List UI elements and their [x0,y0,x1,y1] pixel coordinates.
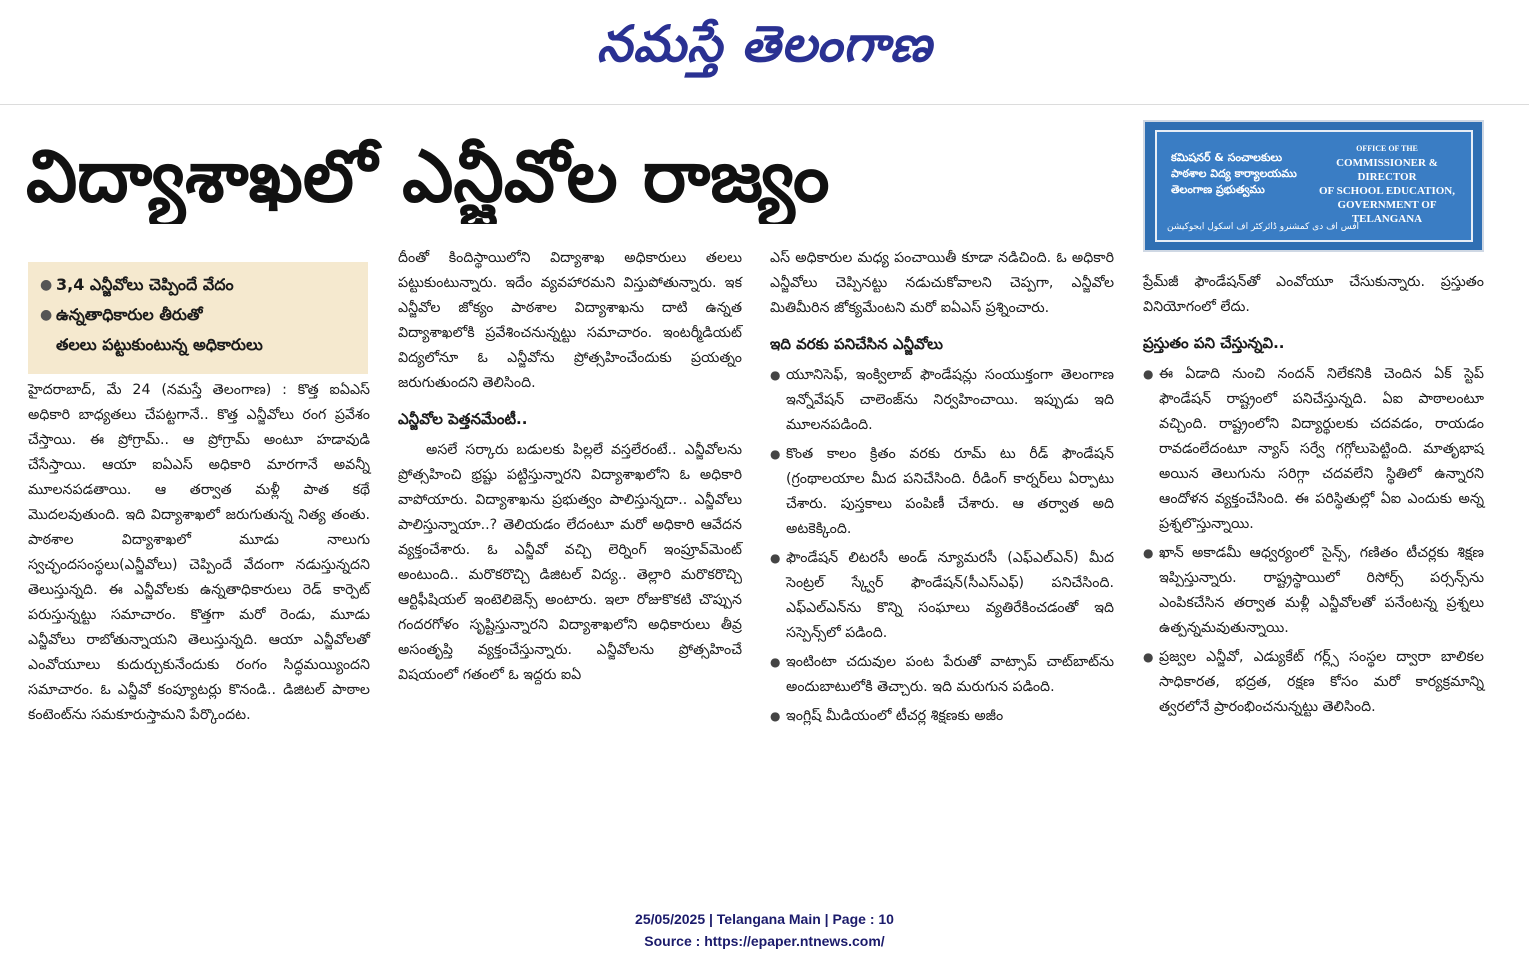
newspaper-masthead: నమస్తే తెలంగాణ [596,14,933,73]
highlight-text: ఉన్నతాధికారుల తీరుతో [56,305,203,324]
list-item [770,363,1114,438]
article-paragraph: ప్రేమ్‌జీ ఫౌండేషన్‌తో ఎంవోయూ చేసుకున్నారు. ప్రస్తుతం వినియోగంలో లేదు. [1143,274,1484,315]
list-item [1143,362,1484,537]
list-item-text: కొంత కాలం క్రితం వరకు రూమ్ టు రీడ్ ఫౌండేషన్ (గ్రంథాలయాల మీద పనిచేసింది. రీడింగ్ కార్నర్‌లు ఏర్పాటు చేశారు. పుస్తకాలు పంపిణీ చేశారు. ఆ తర్వాత అది అటకెక్కింది. [786,446,1114,537]
list-item [770,704,1114,729]
article-column-2 [398,246,742,688]
bullet-icon: ● [1143,650,1154,664]
article-photo [1143,120,1484,252]
highlight-item [40,270,356,300]
bullet-icon: ● [1143,546,1154,560]
signboard-english-text [1307,142,1467,226]
bullet-icon: ● [770,709,781,723]
list-item-text: యూనిసెఫ్, ఇంక్విలాబ్ ఫౌండేషన్లు సంయుక్తంగా తెలంగాణ ఇన్నోవేషన్ చాలెంజ్‌ను నిర్వహించాయి. ఇప్పుడు ఇది మూలనపడింది. [786,367,1114,433]
section-subheading: ప్రస్తుతం పని చేస్తున్నవి.. [1143,334,1285,352]
list-item-text: ఇంటింటా చదువుల పంట పేరుతో వాట్సాప్ చాట్‌బాట్‌ను అందుబాటులోకి తెచ్చారు. ఇది మరుగున పడింది. [786,654,1114,695]
list-item [770,650,1114,700]
article-paragraph: దీంతో కిందిస్థాయిలోని విద్యాశాఖ అధికారులు తలలు పట్టుకుంటున్నారు. ఇదేం వ్యవహారమని విస్తుపోతున్నారు. ఇక ఎన్జీవోల జోక్యం పాఠశాల విద్యాశాఖను దాటి ఉన్నత విద్యాశాఖలోకి ప్రవేశించనున్నట్టు సమాచారం. ఇంటర్మీడియట్ విద్యలోనూ ఓ ఎన్జీవోను ప్రోత్సహించేందుకు ప్రయత్నం జరుగుతుందని తెలిసింది. [398,250,742,391]
article-headline: విద్యాశాఖలో ఎన్జీవోల రాజ్యం [26,134,830,218]
signboard-telugu-line: తెలంగాణ ప్రభుత్వము [1171,183,1265,196]
article-column-3 [770,246,1114,733]
article-paragraph: అసలే సర్కారు బడులకు పిల్లలే వస్తలేరంటే.. ఎన్జీవోలను ప్రోత్సహించి భ్రష్టు పట్టిస్తున్నారని విద్యాశాఖలోని ఓ అధికారి వాపోయారు. విద్యాశాఖను ప్రభుత్వం పాలిస్తున్నదా.. ఎన్జీవోలు పాలిస్తున్నాయా..? తెలియడం లేదంటూ మరో అధికారి ఆవేదన వ్యక్తంచేశారు. ఓ ఎన్జీవో వచ్చి లెర్నింగ్ ఇంప్రూవ్‌మెంట్ అంటుంది.. మరొకరొచ్చి డిజిటల్ విద్య.. తెల్లారి మరొకరొచ్చి ఆర్టిఫీషియల్ ఇంటెలిజెన్స్ అంటారు. ఇలా రోజుకొకటి చొప్పున గందరగోళం సృష్టిస్తున్నారని విద్యాశాఖలోని అధికారులు తీవ్ర అసంతృప్తి వ్యక్తంచేస్తున్నారు. ఎన్జీవోలను ప్రోత్సహించే విషయంలో గతంలో ఓ ఇద్దరు ఐఏ [398,442,742,683]
list-item [770,442,1114,542]
signboard [1155,130,1473,242]
list-item [770,546,1114,646]
list-item-text: ఇంగ్లిష్ మీడియంలో టీచర్ల శిక్షణకు అజీం [786,708,1004,724]
article-column-1 [28,378,370,728]
list-item-text: ఖాన్ అకాడమీ ఆధ్వర్యంలో సైన్స్, గణితం టీచర్లకు శిక్షణ ఇప్పిస్తున్నారు. రాష్ట్రస్థాయిలో రిసోర్స్ పర్సన్స్‌ను ఎంపికచేసిన తర్వాత మళ్లీ ఎన్జీవోలతో పనేంటన్న ప్రశ్నలు ఉత్పన్నమవుతున్నాయి. [1159,545,1484,636]
article-paragraph: హైదరాబాద్, మే 24 (నమస్తే తెలంగాణ) : కొత్త ఐఏఎస్ అధికారి బాధ్యతలు చేపట్టగానే.. కొత్త ఎన్జీవోలు రంగ ప్రవేశం చేస్తాయి. ఈ ప్రోగ్రామ్.. ఆ ప్రోగ్రామ్ అంటూ హడావుడి చేసేస్తాయి. ఆయా ఐఏఎస్ అధికారి మారగానే అవన్నీ మూలనపడతాయి. ఆ తర్వాత మళ్లీ పాత కథే మొదలవుతుంది. ఇది విద్యాశాఖలో జరుగుతున్న నిత్య తంతు. పాఠశాల విద్యాశాఖలో మూడు నాలుగు స్వచ్ఛందసంస్థలు(ఎన్జీవోలు) చెప్పిందే వేదంగా నడుస్తున్నదని తెలుస్తున్నది. ఈ ఎన్జీవోలకు ఉన్నతాధికారులు రెడ్ కార్పెట్ పరుస్తున్నట్టు సమాచారం. కొత్తగా మరో రెండు, మూడు ఎన్జీవోలు రాబోతున్నాయని తెలుస్తున్నది. ఆయా ఎన్జీవోలతో ఎంవోయూలు కుదుర్చుకునేందుకు రంగం సిద్ధమయ్యిందని సమాచారం. ఓ ఎన్జీవో కంప్యూటర్లు కొనండి.. డిజిటల్ పాఠాల కంటెంట్‌ను సమకూరుస్తామని పేర్కొందట. [28,382,370,723]
section-subheading: ఇది వరకు పనిచేసిన ఎన్జీవోలు [770,335,943,353]
signboard-telugu-line: కమిషనర్ & సంచాలకులు [1171,151,1283,164]
highlights-box [28,262,368,374]
bullet-icon: ● [40,307,53,323]
bullet-icon: ● [770,368,781,382]
signboard-english-line: OF SCHOOL EDUCATION, [1319,185,1455,197]
highlight-item [40,300,356,330]
bullet-icon: ● [40,277,53,293]
masthead-divider [0,104,1529,105]
signboard-english-line: COMMISSIONER & DIRECTOR [1336,157,1438,183]
signboard-english-line: GOVERNMENT OF TELANGANA [1337,199,1437,225]
signboard-telugu-line: పాఠశాల విద్య కార్యాలయము [1171,167,1297,180]
highlight-continuation: తలలు పట్టుకుంటున్న అధికారులు [56,335,263,354]
bullet-icon: ● [770,551,781,565]
list-item [1143,541,1484,641]
edition-info: 25/05/2025 | Telangana Main | Page : 10 [635,911,894,927]
page-footer [0,908,1529,952]
bullet-icon: ● [770,655,781,669]
bullet-icon: ● [770,447,781,461]
signboard-urdu-strip: آفس آف دی کمشنرو ڈائرکٹر آف اسکول ایجوکیشن [1167,222,1360,232]
list-item-text: ఫౌండేషన్ లిటరసీ అండ్ న్యూమరసీ (ఎఫ్ఎల్ఎన్) మీద సెంట్రల్ స్క్వేర్ ఫౌండేషన్(సీఎస్ఎఫ్) పనిచేసింది. ఎఫ్ఎల్ఎన్‌ను కొన్ని సంఘాలు వ్యతిరేకించడంతో ఇది సస్పెన్స్‌లో పడింది. [786,550,1114,641]
article-column-4 [1143,270,1484,724]
section-subheading: ఎన్జీవోల పెత్తనమేంటీ.. [398,410,528,428]
list-item-text: ప్రజ్వల ఎన్జీవో, ఎడ్యుకేట్ గర్ల్స్ సంస్థల ద్వారా బాలికల సాధికారత, భద్రత, రక్షణ కోసం మరో కార్యక్రమాన్ని త్వరలోనే ప్రారంభించనున్నట్టు తెలిసింది. [1159,649,1484,715]
signboard-english-line: OFFICE OF THE [1356,144,1418,153]
list-item [1143,645,1484,720]
signboard-telugu-text [1171,150,1311,198]
list-item-text: ఈ ఏడాది నుంచి నందన్ నిలేకనికి చెందిన ఏక్ స్టెప్ ఫౌండేషన్ రాష్ట్రంలో పనిచేస్తున్నది. ఏఐ పాఠాలంటూ వచ్చింది. రాష్ట్రంలోని విద్యార్థులకు చదవడం, రాయడం రావడంలేదంటూ న్యాస్ సర్వే గగ్గోలుపెట్టింది. మాతృభాష అయిన తెలుగును సరిగ్గా చదవలేని స్థితిలో ఉన్నారని ఆందోళన వ్యక్తంచేసింది. ఈ పరిస్థితుల్లో ఏఐ ఎందుకు అన్న ప్రశ్నలొస్తున్నాయి. [1159,366,1484,532]
highlight-text: 3,4 ఎన్జీవోలు చెప్పిందే వేదం [56,275,234,294]
bullet-icon: ● [1143,367,1154,381]
source-link[interactable]: Source : https://epaper.ntnews.com/ [644,933,885,949]
article-paragraph: ఎస్ అధికారుల మధ్య పంచాయితీ కూడా నడిచింది. ఓ అధికారి ఎన్జీవోలు చెప్పినట్టు నడుచుకోవాలని చెప్పగా, ఎన్జీవోల మితిమీరిన జోక్యమేంటని మరో ఐఏఎస్ ప్రశ్నించారు. [770,250,1114,316]
